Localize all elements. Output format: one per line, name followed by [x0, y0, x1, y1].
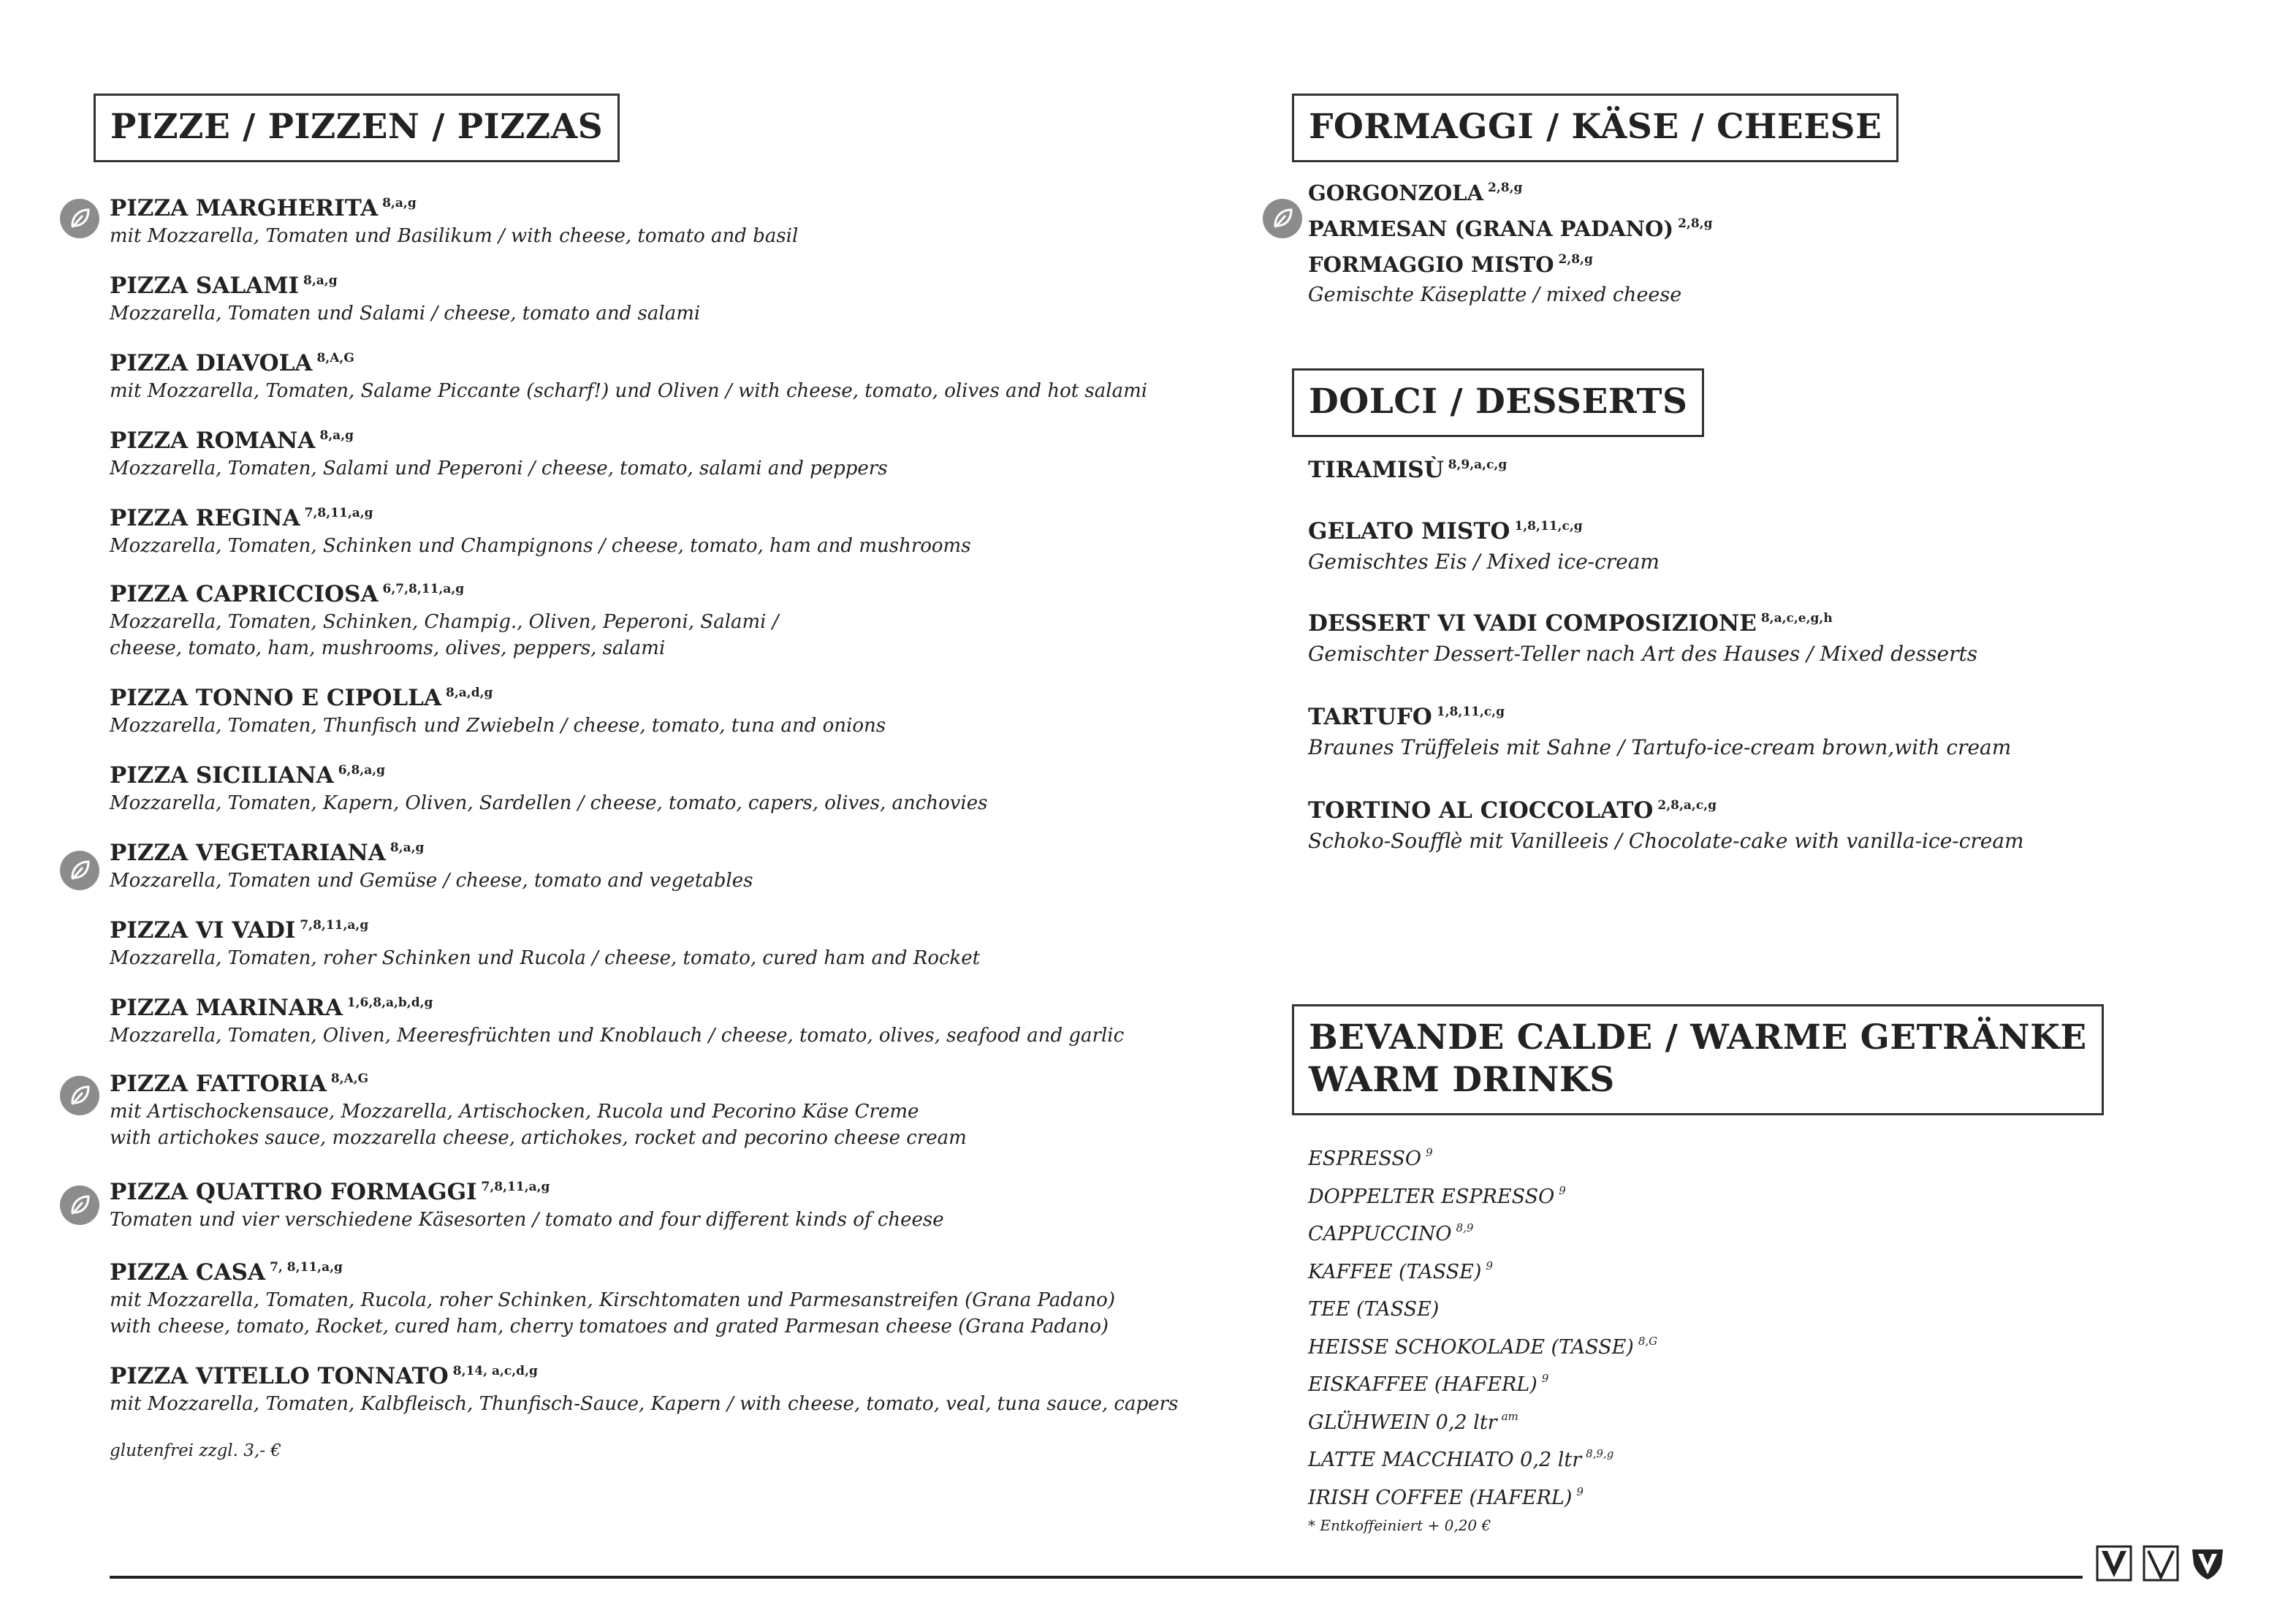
pizza-capricciosa: PIZZA CAPRICCIOSA $^{6,7,8,11,a,g}$ Mozzarella, Tomaten, Schinken, Champig., Oliven, Peperoni, Salami / cheese, tomato, ham, mushrooms, olives, peppers, salami	[110, 581, 779, 659]
vi-vadi-logo-icon	[2096, 1545, 2132, 1582]
pizza-margherita: PIZZA MARGHERITA $^{8,a,g}$ mit Mozzarella, Tomaten und Basilikum / with cheese, tomato and basil	[110, 195, 799, 247]
drink-item: GLÜHWEIN 0,2 ltr $^{am}$	[1308, 1409, 1518, 1434]
footer-divider	[110, 1576, 2083, 1579]
cheese-list: GORGONZOLA $^{2,8,g}$ PARMESAN (GRANA PADANO) $^{2,8,g}$ FORMAGGIO MISTO $^{2,8,g}$ Gemischte Käseplatte / mixed cheese	[1308, 181, 1713, 306]
vi-vadi-logo-outline-icon	[2143, 1545, 2179, 1582]
pizza-romana: PIZZA ROMANA $^{8,a,g}$ Mozzarella, Tomaten, Salami und Peperoni / cheese, tomato, salami and peppers	[110, 428, 888, 479]
pizza-vitello-tonnato: PIZZA VITELLO TONNATO $^{8,14, a,c,d,g}$ mit Mozzarella, Tomaten, Kalbfleisch, Thunfisch-Sauce, Kapern / with cheese, tomato, veal, tuna sauce, capers	[110, 1363, 1179, 1415]
drink-item: EISKAFFEE (HAFERL) $^9$	[1308, 1372, 1549, 1396]
drink-item: ESPRESSO $^9$	[1308, 1146, 1433, 1170]
gluten-free-note: glutenfrei zzgl. 3,- €	[110, 1441, 281, 1460]
vegetarian-leaf-icon	[60, 1076, 99, 1115]
pizza-quattro-formaggi: PIZZA QUATTRO FORMAGGI $^{7,8,11,a,g}$ Tomaten und vier verschiedene Käsesorten / tomato and four different kinds of cheese	[110, 1179, 944, 1231]
desserts-heading: DOLCI / DESSERTS	[1292, 368, 1704, 437]
vegetarian-leaf-icon	[60, 851, 99, 890]
drink-item: IRISH COFFEE (HAFERL) $^9$	[1308, 1484, 1584, 1509]
pizza-regina: PIZZA REGINA $^{7,8,11,a,g}$ Mozzarella, Tomaten, Schinken und Champignons / cheese, tomato, ham and mushrooms	[110, 505, 971, 557]
dessert-tiramisu: TIRAMISÙ $^{8,9,a,c,g}$	[1308, 457, 1508, 483]
pizza-tonno-e-cipolla: PIZZA TONNO E CIPOLLA $^{8,a,d,g}$ Mozzarella, Tomaten, Thunfisch und Zwiebeln / cheese, tomato, tuna and onions	[110, 685, 886, 737]
pizza-salami: PIZZA SALAMI $^{8,a,g}$ Mozzarella, Tomaten und Salami / cheese, tomato and salami	[110, 273, 701, 325]
drink-item: DOPPELTER ESPRESSO $^9$	[1308, 1183, 1566, 1208]
vi-vadi-shield-icon	[2189, 1545, 2226, 1582]
warm-drinks-heading: BEVANDE CALDE / WARME GETRÄNKE WARM DRINKS	[1292, 1004, 2104, 1115]
drink-item: HEISSE SCHOKOLADE (TASSE) $^{8,G}$	[1308, 1334, 1658, 1359]
drink-item: KAFFEE (TASSE) $^9$	[1308, 1259, 1493, 1283]
cheese-heading: FORMAGGI / KÄSE / CHEESE	[1292, 94, 1898, 162]
dessert-tortino-al-cioccolato: TORTINO AL CIOCCOLATO $^{2,8,a,c,g}$ Schoko-Soufflè mit Vanilleeis / Chocolate-cake with vanilla-ice-cream	[1308, 797, 2024, 853]
dessert-vi-vadi-composizione: DESSERT VI VADI COMPOSIZIONE $^{8,a,c,e,g,h}$ Gemischter Dessert-Teller nach Art des Hauses / Mixed desserts	[1308, 610, 1978, 666]
footer-logos	[2096, 1545, 2226, 1582]
vegetarian-leaf-icon	[60, 199, 99, 238]
decaf-note: * Entkoffeiniert + 0,20 €	[1308, 1517, 1491, 1534]
pizza-vi-vadi: PIZZA VI VADI $^{7,8,11,a,g}$ Mozzarella, Tomaten, roher Schinken und Rucola / cheese, tomato, cured ham and Rocket	[110, 917, 981, 969]
pizza-siciliana: PIZZA SICILIANA $^{6,8,a,g}$ Mozzarella, Tomaten, Kapern, Oliven, Sardellen / cheese, tomato, capers, olives, anchovies	[110, 762, 988, 814]
pizza-marinara: PIZZA MARINARA $^{1,6,8,a,b,d,g}$ Mozzarella, Tomaten, Oliven, Meeresfrüchten und Knoblauch / cheese, tomato, olives, seafood and garlic	[110, 995, 1125, 1047]
dessert-tartufo: TARTUFO $^{1,8,11,c,g}$ Braunes Trüffeleis mit Sahne / Tartufo-ice-cream brown,with cream	[1308, 704, 2012, 759]
pizza-vegetariana: PIZZA VEGETARIANA $^{8,a,g}$ Mozzarella, Tomaten und Gemüse / cheese, tomato and vegetables	[110, 840, 753, 892]
warm-drinks-list	[1308, 1137, 1657, 1534]
dessert-gelato-misto: GELATO MISTO $^{1,8,11,c,g}$ Gemischtes Eis / Mixed ice-cream	[1308, 518, 1660, 574]
drink-item: CAPPUCCINO $^{8,9}$	[1308, 1221, 1474, 1245]
pizza-heading: PIZZE / PIZZEN / PIZZAS	[94, 94, 620, 162]
drink-item: TEE (TASSE)	[1308, 1298, 1440, 1321]
vegetarian-leaf-icon	[1263, 199, 1302, 238]
pizza-fattoria: PIZZA FATTORIA $^{8,A,G}$ mit Artischockensauce, Mozzarella, Artischocken, Rucola und Pecorino Käse Creme with artichokes sauce, mozzarella cheese, artichokes, rocket and pecorino cheese cream	[110, 1071, 967, 1149]
vegetarian-leaf-icon	[60, 1185, 99, 1225]
pizza-diavola: PIZZA DIAVOLA $^{8,A,G}$ mit Mozzarella, Tomaten, Salame Piccante (scharf!) und Oliven / with cheese, tomato, olives and hot salami	[110, 350, 1148, 402]
pizza-casa: PIZZA CASA $^{7, 8,11,a,g}$ mit Mozzarella, Tomaten, Rucola, roher Schinken, Kirschtomaten und Parmesanstreifen (Grana Padano) with cheese, tomato, Rocket, cured ham, cherry tomatoes and grated Parmesan cheese (Grana Padano)	[110, 1259, 1115, 1337]
drink-item: LATTE MACCHIATO 0,2 ltr $^{8,9,g}$	[1308, 1447, 1614, 1471]
